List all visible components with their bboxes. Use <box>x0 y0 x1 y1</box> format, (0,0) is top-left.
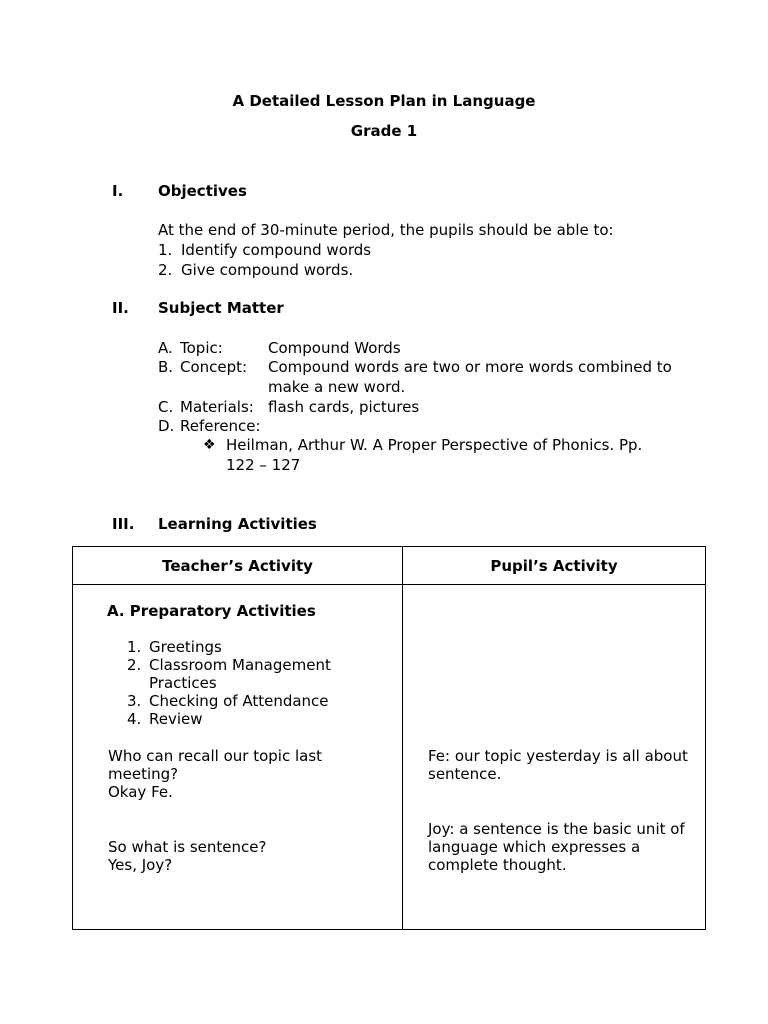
learning-activities-table <box>72 546 706 930</box>
prep-item-1-text: Greetings <box>149 638 222 656</box>
teacher-question-2-line2: Yes, Joy? <box>108 856 173 874</box>
materials-value: flash cards, pictures <box>268 398 420 416</box>
table-body-row <box>73 585 706 930</box>
topic-label: Topic: <box>180 339 223 357</box>
prep-item-3-number: 3. <box>127 692 142 710</box>
section-2-numeral: II. <box>112 299 129 317</box>
objective-2-text: Give compound words. <box>181 261 354 279</box>
pupil-answer-2-line2: language which expresses a <box>428 838 641 856</box>
preparatory-activities-heading: A. Preparatory Activities <box>107 602 316 620</box>
topic-letter: A. <box>158 339 173 357</box>
concept-letter: B. <box>158 358 174 376</box>
teacher-activity-header: Teacher’s Activity <box>73 547 403 585</box>
reference-bullet-icon: ❖ <box>203 437 216 453</box>
pupil-answer-1-line1: Fe: our topic yesterday is all about <box>428 747 688 765</box>
concept-value-line2: make a new word. <box>268 378 406 396</box>
pupil-answer-2-line3: complete thought. <box>428 856 567 874</box>
pupil-answer-1-line2: sentence. <box>428 765 502 783</box>
section-3-heading: Learning Activities <box>158 515 317 533</box>
grade-label: Grade 1 <box>350 122 418 140</box>
prep-item-1-number: 1. <box>127 638 142 656</box>
prep-item-2-text: Classroom Management <box>149 656 331 674</box>
objective-1-text: Identify compound words <box>181 241 372 259</box>
materials-label: Materials: <box>180 398 254 416</box>
table-header-row <box>73 547 706 585</box>
reference-letter: D. <box>158 417 175 435</box>
pupil-activity-header: Pupil’s Activity <box>403 547 706 585</box>
teacher-activity-cell <box>73 585 403 930</box>
prep-item-4-text: Review <box>149 710 203 728</box>
teacher-question-1-line2: meeting? <box>108 765 179 783</box>
teacher-question-1-line3: Okay Fe. <box>108 783 173 801</box>
prep-item-2-text-cont: Practices <box>149 674 217 692</box>
topic-value: Compound Words <box>268 339 401 357</box>
objective-1-number: 1. <box>158 241 173 259</box>
prep-item-2-number: 2. <box>127 656 142 674</box>
section-1-numeral: I. <box>112 182 124 200</box>
reference-line2: 122 – 127 <box>226 456 301 474</box>
materials-letter: C. <box>158 398 174 416</box>
pupil-answer-2-line1: Joy: a sentence is the basic unit of <box>428 820 685 838</box>
teacher-question-2-line1: So what is sentence? <box>108 838 267 856</box>
document-title: A Detailed Lesson Plan in Language <box>232 92 536 110</box>
teacher-question-1-line1: Who can recall our topic last <box>108 747 323 765</box>
concept-value-line1: Compound words are two or more words combined to <box>268 358 672 376</box>
objective-2-number: 2. <box>158 261 173 279</box>
reference-line1: Heilman, Arthur W. A Proper Perspective of Phonics. Pp. <box>226 436 643 454</box>
section-3-numeral: III. <box>112 515 135 533</box>
reference-label: Reference: <box>180 417 261 435</box>
prep-item-3-text: Checking of Attendance <box>149 692 329 710</box>
prep-item-4-number: 4. <box>127 710 142 728</box>
section-1-heading: Objectives <box>158 182 247 200</box>
pupil-activity-cell <box>403 585 706 930</box>
section-2-heading: Subject Matter <box>158 299 284 317</box>
objectives-intro: At the end of 30-minute period, the pupils should be able to: <box>158 221 614 239</box>
concept-label: Concept: <box>180 358 248 376</box>
